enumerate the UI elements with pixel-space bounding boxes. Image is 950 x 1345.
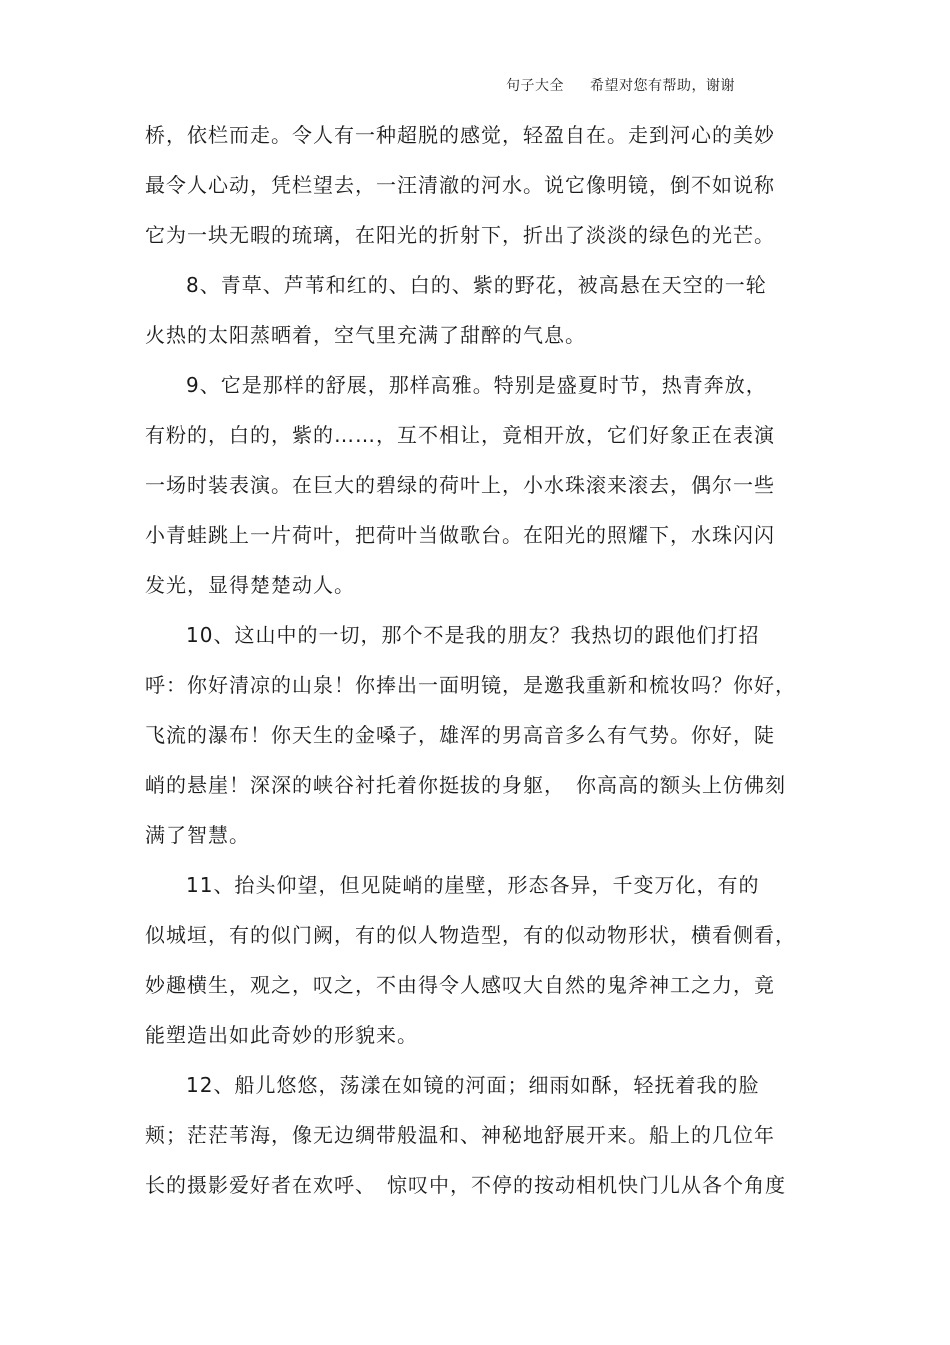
text-line: 小青蛙跳上一片荷叶，把荷叶当做歌台。在阳光的照耀下，水珠闪闪 — [145, 523, 775, 547]
page-header — [506, 75, 735, 95]
paragraph-first-line: 10、这山中的一切，那个不是我的朋友？我热切的跟他们打招 — [186, 623, 760, 647]
paragraph-first-line: 9、它是那样的舒展，那样高雅。特别是盛夏时节，热青奔放， — [186, 373, 767, 397]
text-line: 似城垣，有的似门阙，有的似人物造型，有的似动物形状，横看侧看， — [145, 923, 796, 947]
paragraph-first-line: 8、青草、芦苇和红的、白的、紫的野花，被高悬在天空的一轮 — [186, 273, 767, 297]
text-line: 它为一块无暇的琉璃，在阳光的折射下，折出了淡淡的绿色的光芒。 — [145, 223, 775, 247]
text-line: 发光，显得楚楚动人。 — [145, 573, 355, 597]
text-line: 能塑造出如此奇妙的形貌来。 — [145, 1023, 418, 1047]
text-line: 长的摄影爱好者在欢呼、 惊叹中，不停的按动相机快门儿从各个角度 — [145, 1173, 786, 1197]
text-line: 一场时装表演。在巨大的碧绿的荷叶上，小水珠滚来滚去，偶尔一些 — [145, 473, 775, 497]
text-line: 呼：你好清凉的山泉！你捧出一面明镜，是邀我重新和梳妆吗？你好， — [145, 673, 796, 697]
header-right-text: 希望对您有帮助，谢谢 — [590, 78, 735, 94]
text-line: 颊；茫茫苇海，像无边绸带般温和、神秘地舒展开来。船上的几位年 — [145, 1123, 775, 1147]
text-line: 桥，依栏而走。令人有一种超脱的感觉，轻盈自在。走到河心的美妙 — [145, 123, 775, 147]
text-line: 峭的悬崖！深深的峡谷衬托着你挺拔的身躯， 你高高的额头上仿佛刻 — [145, 773, 786, 797]
text-line: 有粉的，白的，紫的……，互不相让，竟相开放，它们好象正在表演 — [145, 423, 775, 447]
header-left-text: 句子大全 — [506, 78, 564, 94]
paragraph-first-line: 11、抬头仰望，但见陡峭的崖壁，形态各异，千变万化，有的 — [186, 873, 760, 897]
text-line: 最令人心动，凭栏望去，一汪清澈的河水。说它像明镜，倒不如说称 — [145, 173, 775, 197]
text-line: 飞流的瀑布！你天生的金嗓子，雄浑的男高音多么有气势。你好，陡 — [145, 723, 775, 747]
text-line: 满了智慧。 — [145, 823, 250, 847]
text-line: 火热的太阳蒸晒着，空气里充满了甜醉的气息。 — [145, 323, 586, 347]
text-line: 妙趣横生，观之，叹之，不由得令人感叹大自然的鬼斧神工之力，竟 — [145, 973, 775, 997]
paragraph-first-line: 12、船儿悠悠，荡漾在如镜的河面；细雨如酥，轻抚着我的脸 — [186, 1073, 760, 1097]
